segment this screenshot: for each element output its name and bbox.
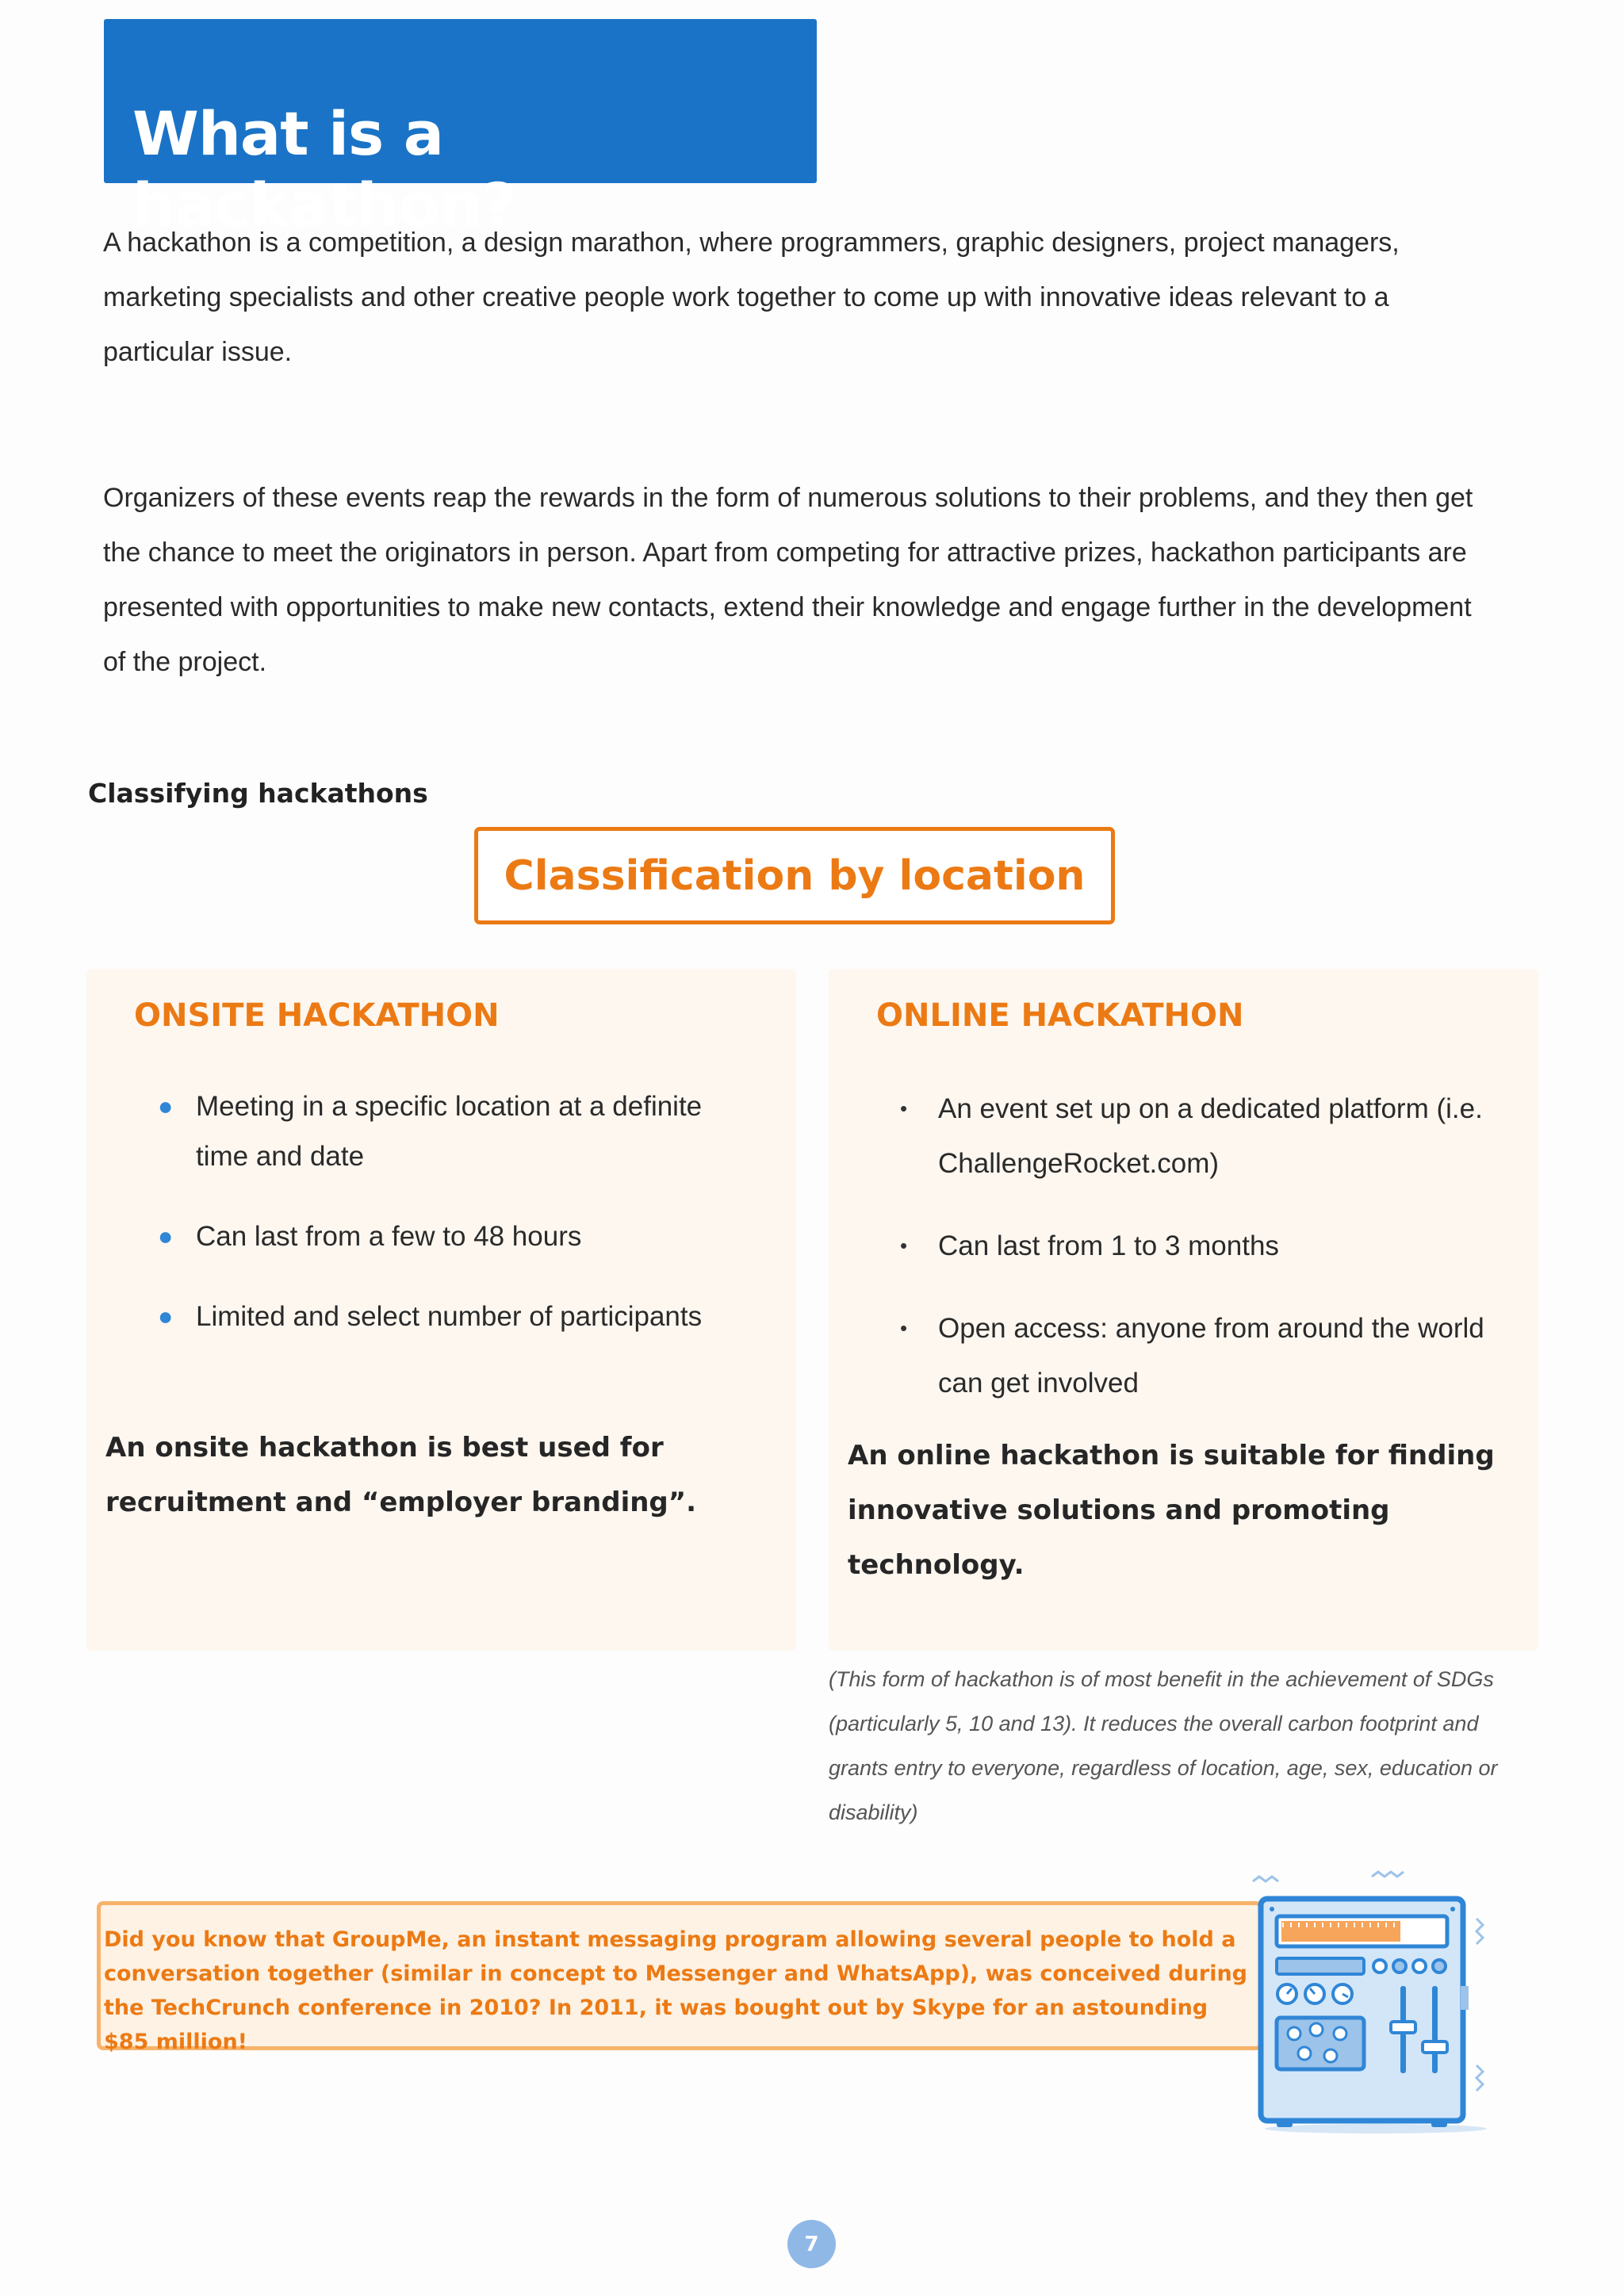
bullet-icon: ●: [158, 1092, 174, 1120]
list-item: [158, 1081, 729, 1181]
intro-paragraph-2: Organizers of these events reap the rewards in the form of numerous solutions to their problems, and they then get the chance to meet the originators in person. Apart from competing for attractive prizes, hackathon participants are presented with opportunities to make new contacts, extend their knowledge and engage further in the development of the project.: [103, 483, 1473, 677]
classification-title-box: [474, 827, 1115, 924]
fun-fact-text: Did you know that GroupMe, an instant messaging program allowing several people to hold a conversation together (similar in concept to Messenger and WhatsApp), was conceived during the TechCrunch conference in 2010? In 2011, it was bought out by Skype for an astounding $85 million!: [104, 1927, 1247, 2054]
list-item-text: Meeting in a specific location at a definite time and date: [196, 1091, 703, 1172]
bullet-icon: •: [900, 1316, 908, 1340]
fun-fact-callout: [97, 1901, 1262, 2054]
section-heading: Classifying hackathons: [88, 778, 428, 809]
title-banner: [104, 19, 817, 240]
list-item-text: Limited and select number of participants: [196, 1301, 703, 1332]
list-item-text: Can last from a few to 48 hours: [196, 1221, 582, 1252]
list-item: [900, 1219, 1503, 1273]
online-card: [829, 969, 1538, 1651]
onsite-summary: An onsite hackathon is best used for recruitment and “employer branding”.: [105, 1432, 697, 1518]
list-item: [158, 1211, 729, 1261]
classification-title: Classification by location: [504, 851, 1086, 900]
mixing-console-icon: [1237, 1867, 1503, 2137]
bullet-icon: ●: [158, 1302, 174, 1330]
page-title: What is a hackathon?: [132, 98, 516, 240]
list-item: [900, 1301, 1503, 1410]
page-number: 7: [787, 2220, 836, 2268]
onsite-bullet-list: [158, 1081, 729, 1372]
list-item-text: Can last from 1 to 3 months: [938, 1230, 1279, 1261]
list-item: [900, 1081, 1503, 1191]
online-bullet-list: [900, 1081, 1503, 1438]
onsite-card: [86, 969, 796, 1651]
bullet-icon: •: [900, 1234, 908, 1257]
online-summary: An online hackathon is suitable for finding innovative solutions and promoting technology.: [848, 1440, 1495, 1581]
list-item-text: Open access: anyone from around the world can get involved: [938, 1313, 1484, 1399]
onsite-title: ONSITE HACKATHON: [134, 997, 500, 1034]
list-item: [158, 1292, 729, 1341]
online-title: ONLINE HACKATHON: [876, 997, 1244, 1034]
bullet-icon: ●: [158, 1222, 174, 1250]
footnote: (This form of hackathon is of most benefit in the achievement of SDGs (particularly 5, 10 and 13). It reduces the overall carbon footprint and grants entry to everyone, regardless of location, age, sex, education or disability): [829, 1667, 1498, 1824]
list-item-text: An event set up on a dedicated platform (i.e. ChallengeRocket.com): [938, 1093, 1483, 1179]
intro-paragraph-1: A hackathon is a competition, a design marathon, where programmers, graphic designers, project managers, marketing specialists and other creative people work together to come up with innovative ideas relevant to a particular issue.: [103, 228, 1400, 367]
bullet-icon: •: [900, 1096, 908, 1120]
